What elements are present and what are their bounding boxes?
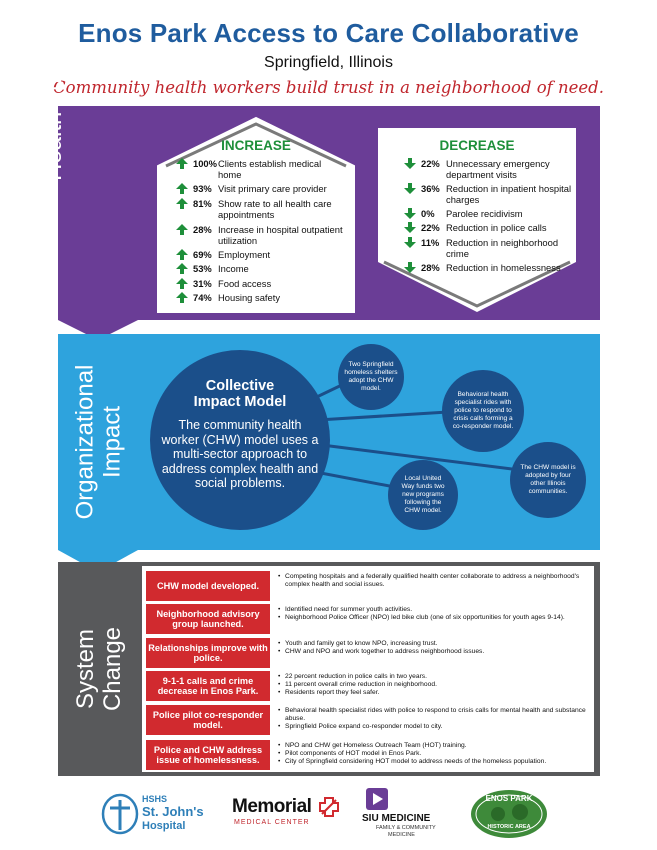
item-text: Reduction in homelessness xyxy=(446,262,561,273)
milestone-label: Police pilot co-responder model. xyxy=(146,705,270,735)
milestone-details xyxy=(278,707,590,730)
item-text: Reduction in neighborhood crime xyxy=(446,237,559,259)
arrow-up-icon xyxy=(176,278,188,289)
item-percent: 22% xyxy=(421,158,440,169)
collective-impact-body: The community health worker (CHW) model uses a multi-sector approach to address complex health and social problems. xyxy=(161,418,319,490)
tagline: Community health workers build trust in a neighborhood of need. xyxy=(53,78,604,97)
bullet-item: • Identified need for summer youth activities. xyxy=(278,606,590,614)
item-text: Clients establish medical home xyxy=(218,158,322,180)
bullet-item: • Youth and family get to know NPO, increasing trust. xyxy=(278,640,590,648)
item-percent: 28% xyxy=(193,224,212,235)
item-percent: 22% xyxy=(421,222,440,233)
decrease-item xyxy=(404,183,574,205)
bullet-item: • Neighborhood Police Officer (NPO) led bike club (one of six opportunities for youth ages 9-14). xyxy=(278,614,590,622)
bubble-co-responder: Behavioral health specialist rides with police to respond to crisis calls forming a co-responder model. xyxy=(442,370,524,452)
arrow-down-icon xyxy=(404,183,416,194)
item-percent: 31% xyxy=(193,278,212,289)
side-label-system-change: System Change xyxy=(72,626,127,712)
increase-heading: INCREASE xyxy=(221,138,291,153)
milestone-label: CHW model developed. xyxy=(146,571,270,601)
arrow-up-icon xyxy=(176,263,188,274)
decrease-item xyxy=(404,262,574,273)
item-text: Parolee recidivism xyxy=(446,208,523,219)
bullet-item: • Behavioral health specialist rides with police to respond to crisis calls for mental health and substance abuse. xyxy=(278,707,590,723)
sponsor-logos xyxy=(0,786,657,842)
decrease-item xyxy=(404,222,574,233)
item-percent: 74% xyxy=(193,292,212,303)
bullet-item: • Pilot components of HOT model in Enos Park. xyxy=(278,750,590,758)
item-percent: 36% xyxy=(421,183,440,194)
item-percent: 53% xyxy=(193,263,212,274)
side-label-health-impact: Year 2 Client Health Impact xyxy=(13,32,68,182)
hshs-cross-icon xyxy=(100,792,140,836)
page-title: Enos Park Access to Care Collaborative xyxy=(78,18,579,48)
bubble-illinois-communities: The CHW model is adopted by four other Illinois communities. xyxy=(510,442,586,518)
system-change-row xyxy=(146,705,592,735)
system-change-row xyxy=(146,740,592,770)
memorial-logo: Memorial MEDICAL CENTER xyxy=(232,796,352,836)
arrow-down-icon xyxy=(404,237,416,248)
item-percent: 11% xyxy=(421,237,440,248)
bullet-item: • CHW and NPO and work together to address neighborhood issues. xyxy=(278,648,590,656)
arrow-down-icon xyxy=(404,262,416,273)
milestone-details xyxy=(278,606,590,622)
collective-impact-title: Collective Impact Model xyxy=(193,378,287,410)
milestone-label: Relationships improve with police. xyxy=(146,638,270,668)
hshs-logo: HSHS St. John's Hospital xyxy=(100,790,220,840)
arrow-down-icon xyxy=(404,158,416,169)
bullet-item: • City of Springfield considering HOT model to address needs of the homeless population. xyxy=(278,758,590,766)
increase-item xyxy=(176,224,346,246)
bubble-united-way: Local United Way funds two new programs following the CHW model. xyxy=(388,460,458,530)
arrow-up-icon xyxy=(176,292,188,303)
item-text: Increase in hospital outpatient utilization xyxy=(218,224,343,246)
bullet-item: • 22 percent reduction in police calls in two years. xyxy=(278,673,590,681)
item-text: Unnecessary emergency department visits xyxy=(446,158,550,180)
arrow-up-icon xyxy=(176,158,188,169)
milestone-details xyxy=(278,640,590,656)
bullet-item: • Residents report they feel safer. xyxy=(278,689,590,697)
item-percent: 0% xyxy=(421,208,435,219)
increase-item xyxy=(176,263,346,274)
decrease-item xyxy=(404,237,574,259)
milestone-label: 9-1-1 calls and crime decrease in Enos Park. xyxy=(146,671,270,701)
item-text: Visit primary care provider xyxy=(218,183,327,194)
system-change-row xyxy=(146,638,592,668)
item-text: Reduction in police calls xyxy=(446,222,547,233)
milestone-label: Police and CHW address issue of homelessness. xyxy=(146,740,270,770)
increase-item xyxy=(176,292,346,303)
item-percent: 81% xyxy=(193,198,212,209)
bullet-item: • 11 percent overall crime reduction in neighborhood. xyxy=(278,681,590,689)
item-text: Income xyxy=(218,263,249,274)
memorial-cross-icon xyxy=(318,796,340,818)
siu-logo: SIU MEDICINE FAMILY & COMMUNITY MEDICINE xyxy=(362,788,462,840)
side-label-organizational-impact: Organizational Impact xyxy=(71,364,126,520)
item-percent: 100% xyxy=(193,158,217,169)
system-change-row xyxy=(146,604,592,634)
item-percent: 28% xyxy=(421,262,440,273)
increase-item xyxy=(176,183,346,194)
bubble-shelters: Two Springfield homeless shelters adopt the CHW model. xyxy=(338,344,404,410)
arrow-up-icon xyxy=(176,183,188,194)
item-text: Show rate to all health care appointments xyxy=(218,198,332,220)
bullet-item: • Springfield Police expand co-responder model to city. xyxy=(278,723,590,731)
bullet-item: • NPO and CHW get Homeless Outreach Team (HOT) training. xyxy=(278,742,590,750)
item-text: Housing safety xyxy=(218,292,281,303)
increase-item xyxy=(176,198,346,220)
milestone-details xyxy=(278,742,590,765)
item-percent: 69% xyxy=(193,249,212,260)
item-percent: 93% xyxy=(193,183,212,194)
arrow-up-icon xyxy=(176,249,188,260)
increase-item xyxy=(176,249,346,260)
item-text: Reduction in inpatient hospital charges xyxy=(446,183,572,205)
decrease-heading: DECREASE xyxy=(439,138,515,153)
milestone-details xyxy=(278,573,590,589)
milestone-details xyxy=(278,673,590,696)
decrease-item xyxy=(404,208,574,219)
item-text: Food access xyxy=(218,278,272,289)
milestone-label: Neighborhood advisory group launched. xyxy=(146,604,270,634)
arrow-up-icon xyxy=(176,224,188,235)
decrease-item xyxy=(404,158,574,180)
item-text: Employment xyxy=(218,249,271,260)
system-change-row xyxy=(146,671,592,701)
arrow-down-icon xyxy=(404,222,416,233)
arrow-up-icon xyxy=(176,198,188,209)
increase-item xyxy=(176,158,346,180)
arrow-down-icon xyxy=(404,208,416,219)
system-change-row xyxy=(146,571,592,601)
enos-park-logo: ENOS PARK HISTORIC AREA xyxy=(468,788,550,840)
increase-item xyxy=(176,278,346,289)
siu-play-icon xyxy=(366,788,388,810)
page-subtitle: Springfield, Illinois xyxy=(264,54,393,71)
bullet-item: • Competing hospitals and a federally qualified health center collaborate to address a neighborhood's complex health and social issues. xyxy=(278,573,590,589)
